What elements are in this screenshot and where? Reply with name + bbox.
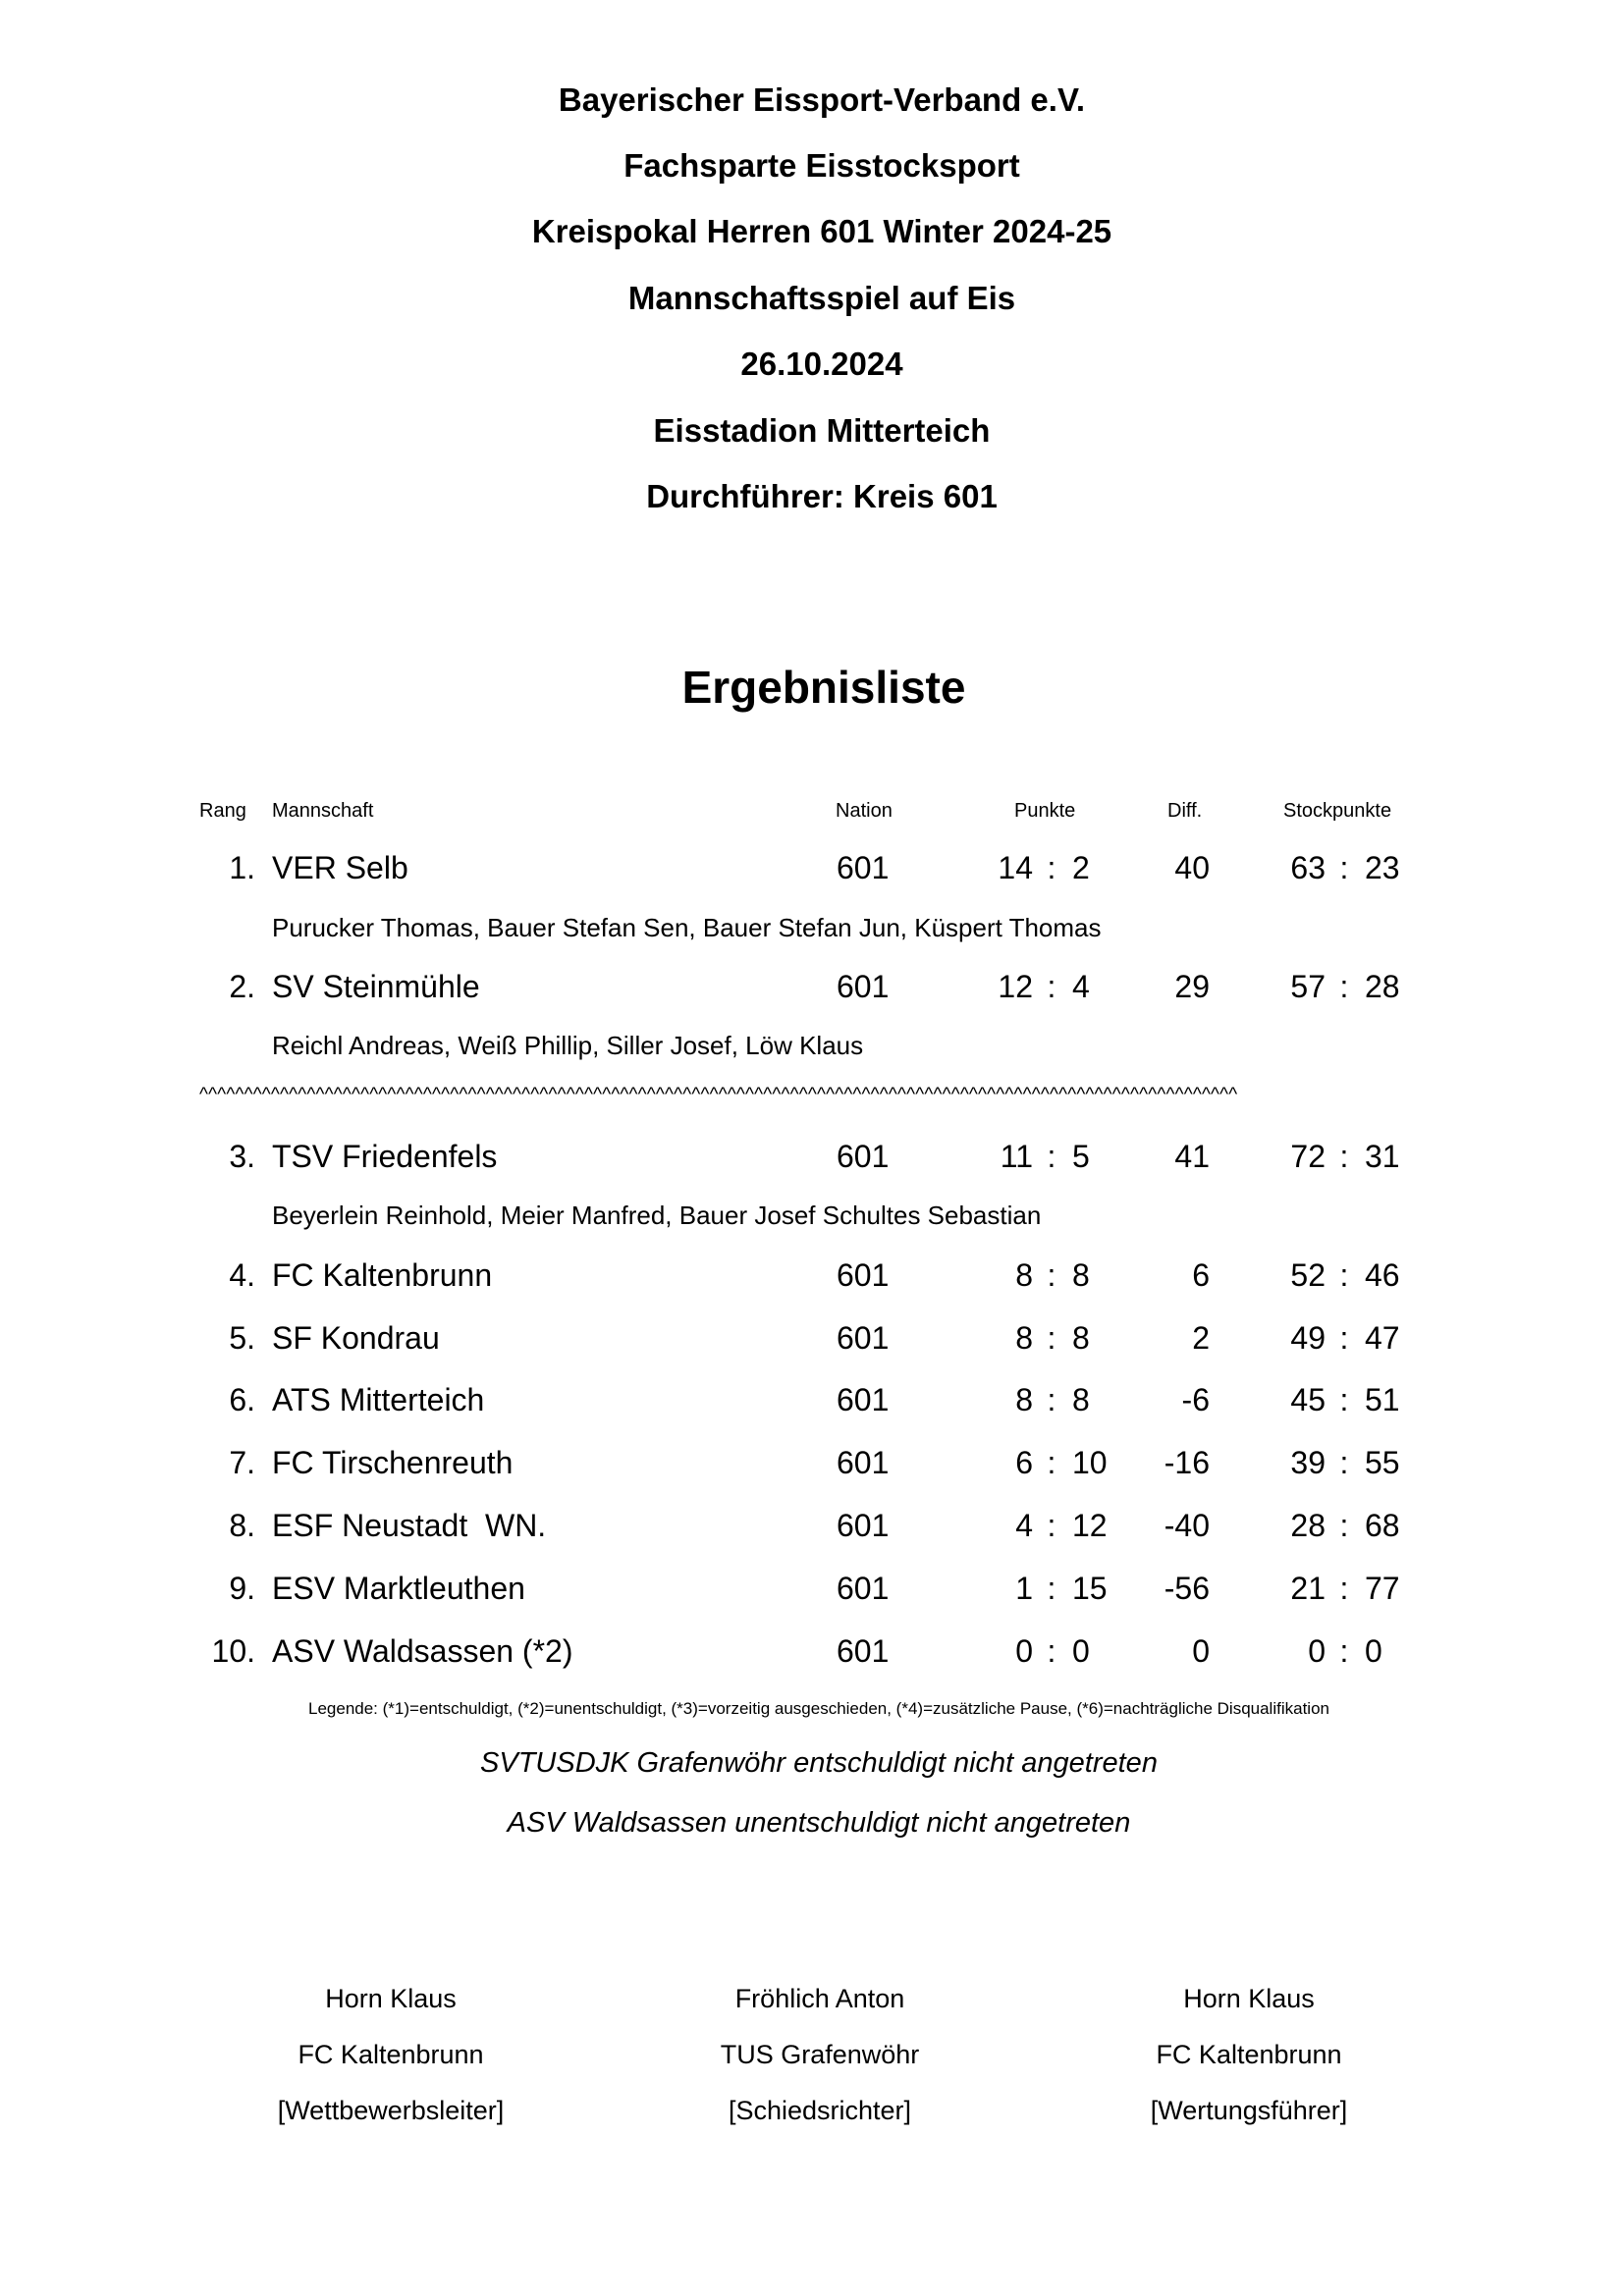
signature-club: FC Kaltenbrunn	[298, 2040, 484, 2069]
points-colon: :	[1047, 1633, 1056, 1669]
header-date: 26.10.2024	[740, 346, 903, 382]
nation-cell: 601	[837, 1257, 890, 1293]
rank-cell: 4.	[229, 1257, 255, 1293]
nation-cell: 601	[837, 850, 890, 885]
points-lost-cell: 0	[1072, 1633, 1090, 1669]
rank-cell: 2.	[229, 969, 255, 1004]
stockpoints-against-cell: 68	[1365, 1508, 1400, 1543]
stockpoints-against-cell: 77	[1365, 1571, 1400, 1606]
signature-name: Horn Klaus	[325, 1984, 457, 2013]
stockpoints-against-cell: 46	[1365, 1257, 1400, 1293]
note-excused: SVTUSDJK Grafenwöhr entschuldigt nicht angetreten	[480, 1747, 1158, 1779]
points-colon: :	[1047, 1571, 1056, 1606]
nation-cell: 601	[837, 1571, 890, 1606]
stockpoints-for-cell: 72	[1290, 1139, 1326, 1174]
points-lost-cell: 8	[1072, 1257, 1090, 1293]
diff-cell: 40	[1174, 850, 1210, 885]
team-cell: VER Selb	[272, 850, 408, 885]
table-row	[0, 1255, 1624, 1295]
stockpoints-for-cell: 21	[1290, 1571, 1326, 1606]
table-row	[0, 967, 1624, 1006]
rank-cell: 7.	[229, 1445, 255, 1480]
stockpoints-for-cell: 45	[1290, 1382, 1326, 1417]
stockpoints-for-cell: 52	[1290, 1257, 1326, 1293]
table-row	[0, 1506, 1624, 1545]
stockpoints-against-cell: 47	[1365, 1320, 1400, 1356]
header-competition: Kreispokal Herren 601 Winter 2024-25	[531, 213, 1112, 249]
header-organizer: Durchführer: Kreis 601	[646, 478, 998, 514]
points-won-cell: 8	[1015, 1320, 1033, 1356]
stockpoints-colon: :	[1339, 850, 1349, 885]
column-header-diff: Diff.	[1167, 800, 1203, 822]
diff-cell: 41	[1174, 1139, 1210, 1174]
diff-cell: 2	[1192, 1320, 1210, 1356]
points-won-cell: 14	[998, 850, 1033, 885]
diff-cell: 6	[1192, 1257, 1210, 1293]
stockpoints-for-cell: 49	[1290, 1320, 1326, 1356]
points-lost-cell: 8	[1072, 1382, 1090, 1417]
team-cell: FC Tirschenreuth	[272, 1445, 514, 1480]
note-unexcused: ASV Waldsassen unentschuldigt nicht angetreten	[507, 1807, 1131, 1839]
points-won-cell: 11	[1000, 1139, 1033, 1174]
points-colon: :	[1047, 1445, 1056, 1480]
signature-name: Horn Klaus	[1183, 1984, 1315, 2013]
points-lost-cell: 2	[1072, 850, 1090, 885]
signature-role: [Schiedsrichter]	[728, 2096, 912, 2125]
rank-cell: 6.	[229, 1382, 255, 1417]
nation-cell: 601	[837, 1382, 890, 1417]
nation-cell: 601	[837, 1508, 890, 1543]
stockpoints-colon: :	[1339, 1320, 1349, 1356]
team-players: Beyerlein Reinhold, Meier Manfred, Bauer Josef Schultes Sebastian	[272, 1201, 1042, 1230]
signature-block-scorekeeper	[1033, 1982, 1465, 2127]
signature-name: Fröhlich Anton	[734, 1984, 905, 2013]
legend: Legende: (*1)=entschuldigt, (*2)=unentschuldigt, (*3)=vorzeitig ausgeschieden, (*4)=zusätzliche Pause, (*6)=nachträgliche Disqualifikation	[308, 1699, 1329, 1718]
points-won-cell: 1	[1015, 1571, 1033, 1606]
header-federation: Bayerischer Eissport-Verband e.V.	[558, 81, 1086, 118]
nation-cell: 601	[837, 1139, 890, 1174]
table-row	[0, 1318, 1624, 1358]
points-won-cell: 0	[1015, 1633, 1033, 1669]
points-won-cell: 8	[1015, 1257, 1033, 1293]
points-colon: :	[1047, 1257, 1056, 1293]
stockpoints-colon: :	[1339, 969, 1349, 1004]
stockpoints-for-cell: 57	[1290, 969, 1326, 1004]
team-players: Reichl Andreas, Weiß Phillip, Siller Josef, Löw Klaus	[272, 1031, 864, 1060]
stockpoints-colon: :	[1339, 1257, 1349, 1293]
team-cell: ESV Marktleuthen	[272, 1571, 525, 1606]
stockpoints-against-cell: 28	[1365, 969, 1400, 1004]
diff-cell: -56	[1164, 1571, 1210, 1606]
signature-club: TUS Grafenwöhr	[720, 2040, 920, 2069]
points-lost-cell: 12	[1072, 1508, 1108, 1543]
rank-cell: 5.	[229, 1320, 255, 1356]
team-cell: FC Kaltenbrunn	[272, 1257, 493, 1293]
stockpoints-for-cell: 39	[1290, 1445, 1326, 1480]
table-row	[0, 848, 1624, 887]
table-row	[0, 1137, 1624, 1176]
stockpoints-colon: :	[1339, 1508, 1349, 1543]
header-division: Fachsparte Eisstocksport	[623, 147, 1020, 184]
table-row	[0, 1443, 1624, 1482]
team-cell: TSV Friedenfels	[272, 1139, 498, 1174]
diff-cell: -6	[1181, 1382, 1210, 1417]
stockpoints-colon: :	[1339, 1139, 1349, 1174]
points-lost-cell: 5	[1072, 1139, 1090, 1174]
points-colon: :	[1047, 850, 1056, 885]
stockpoints-colon: :	[1339, 1445, 1349, 1480]
signature-block-referee	[604, 1982, 1036, 2127]
rank-cell: 8.	[229, 1508, 255, 1543]
team-cell: ATS Mitterteich	[272, 1382, 485, 1417]
signature-block-competition-leader	[175, 1982, 607, 2127]
points-colon: :	[1047, 1139, 1056, 1174]
points-won-cell: 12	[998, 969, 1033, 1004]
stockpoints-against-cell: 31	[1365, 1139, 1400, 1174]
column-header-points: Punkte	[1014, 800, 1076, 822]
team-cell: SF Kondrau	[272, 1320, 440, 1356]
team-cell: ESF Neustadt WN.	[272, 1508, 547, 1543]
team-cell: ASV Waldsassen (*2)	[272, 1633, 573, 1669]
column-header-team: Mannschaft	[272, 800, 374, 822]
points-lost-cell: 8	[1072, 1320, 1090, 1356]
signature-role: [Wertungsführer]	[1150, 2096, 1348, 2125]
points-lost-cell: 15	[1072, 1571, 1108, 1606]
stockpoints-colon: :	[1339, 1571, 1349, 1606]
table-row	[0, 1569, 1624, 1608]
team-players: Purucker Thomas, Bauer Stefan Sen, Bauer Stefan Jun, Küspert Thomas	[272, 913, 1102, 942]
rank-cell: 10.	[211, 1633, 255, 1669]
promotion-separator: ^^^^^^^^^^^^^^^^^^^^^^^^^^^^^^^^^^^^^^^^^^^^^^^^^^^^^^^^^^^^^^^^^^^^^^^^^^^^^^^^^^^^^^^^^^^^^^^^^^^^^^^^^^^^^^^^^^^^	[199, 1085, 1238, 1105]
column-header-stockpoints: Stockpunkte	[1283, 800, 1392, 822]
column-header-nation: Nation	[836, 800, 893, 822]
stockpoints-against-cell: 55	[1365, 1445, 1400, 1480]
diff-cell: -16	[1164, 1445, 1210, 1480]
stockpoints-for-cell: 63	[1290, 850, 1326, 885]
header-discipline: Mannschaftsspiel auf Eis	[627, 280, 1016, 316]
stockpoints-for-cell: 28	[1290, 1508, 1326, 1543]
team-cell: SV Steinmühle	[272, 969, 480, 1004]
points-lost-cell: 10	[1072, 1445, 1108, 1480]
points-won-cell: 6	[1015, 1445, 1033, 1480]
nation-cell: 601	[837, 969, 890, 1004]
points-colon: :	[1047, 969, 1056, 1004]
points-colon: :	[1047, 1508, 1056, 1543]
column-header-rank: Rang	[199, 800, 246, 822]
points-lost-cell: 4	[1072, 969, 1090, 1004]
nation-cell: 601	[837, 1633, 890, 1669]
stockpoints-colon: :	[1339, 1633, 1349, 1669]
points-won-cell: 4	[1015, 1508, 1033, 1543]
header-venue: Eisstadion Mitterteich	[653, 412, 991, 449]
diff-cell: 29	[1174, 969, 1210, 1004]
nation-cell: 601	[837, 1320, 890, 1356]
signature-role: [Wettbewerbsleiter]	[277, 2096, 505, 2125]
rank-cell: 3.	[229, 1139, 255, 1174]
points-colon: :	[1047, 1382, 1056, 1417]
nation-cell: 601	[837, 1445, 890, 1480]
rank-cell: 9.	[229, 1571, 255, 1606]
points-won-cell: 8	[1015, 1382, 1033, 1417]
signature-club: FC Kaltenbrunn	[1156, 2040, 1342, 2069]
stockpoints-against-cell: 51	[1365, 1382, 1400, 1417]
points-colon: :	[1047, 1320, 1056, 1356]
stockpoints-for-cell: 0	[1308, 1633, 1326, 1669]
page-title: Ergebnisliste	[681, 662, 966, 713]
stockpoints-against-cell: 0	[1365, 1633, 1382, 1669]
table-row	[0, 1380, 1624, 1419]
diff-cell: 0	[1192, 1633, 1210, 1669]
table-row	[0, 1631, 1624, 1671]
stockpoints-against-cell: 23	[1365, 850, 1400, 885]
diff-cell: -40	[1164, 1508, 1210, 1543]
rank-cell: 1.	[229, 850, 255, 885]
stockpoints-colon: :	[1339, 1382, 1349, 1417]
